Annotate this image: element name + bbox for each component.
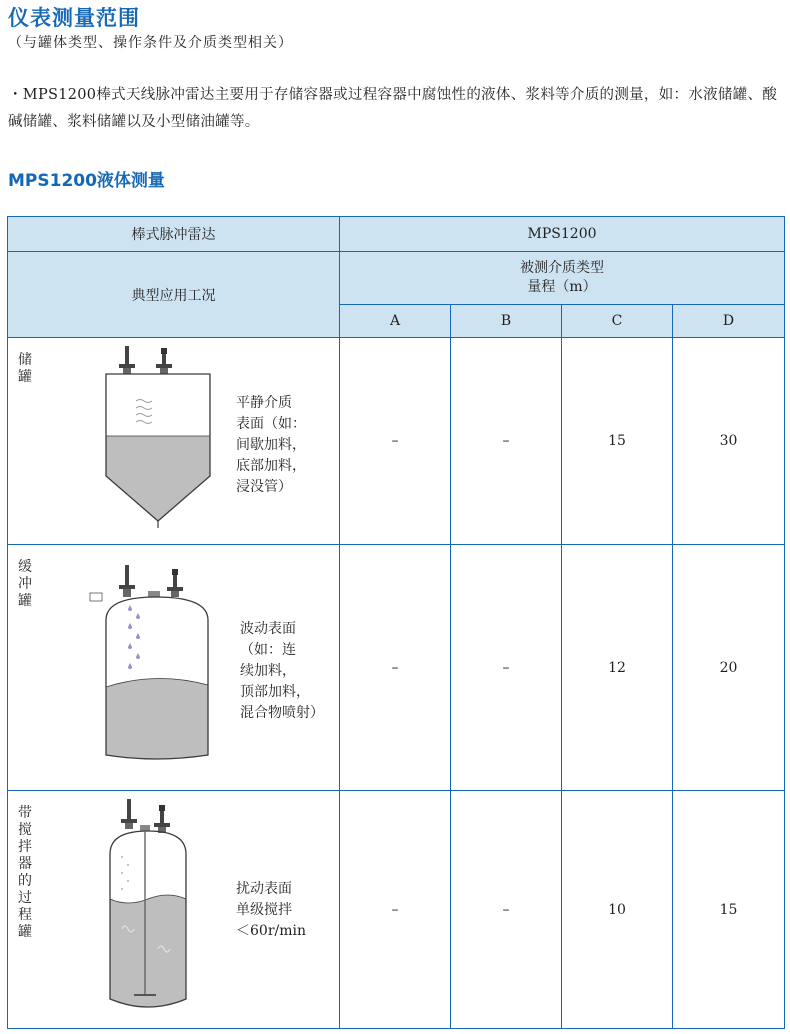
row-label: 储罐 bbox=[18, 352, 32, 385]
range-value-b: – bbox=[451, 791, 562, 1029]
range-value-c: 15 bbox=[562, 338, 673, 545]
medium-range-header bbox=[340, 252, 785, 305]
row-description: 扰动表面 单级搅拌 ＜60r/min bbox=[236, 881, 306, 939]
intro-paragraph: ・MPS1200棒式天线脉冲雷达主要用于存储容器或过程容器中腐蚀性的液体、浆料等介质的测量，如：水液储罐、酸碱储罐、浆料储罐以及小型储油罐等。 bbox=[8, 87, 778, 130]
range-value-b: – bbox=[451, 338, 562, 545]
app-cell bbox=[8, 791, 340, 1029]
table-row bbox=[8, 791, 785, 1029]
medium-type-label: 被测介质类型 bbox=[520, 260, 605, 276]
range-unit-label: 量程（m） bbox=[527, 279, 597, 295]
range-value-a: – bbox=[340, 791, 451, 1029]
col-header-radar: 棒式脉冲雷达 bbox=[8, 217, 340, 252]
section-title: MPS1200液体测量 bbox=[8, 171, 165, 191]
range-value-c: 10 bbox=[562, 791, 673, 1029]
buffer-tank-illustration bbox=[88, 565, 218, 775]
range-value-d: 20 bbox=[673, 545, 785, 791]
row-label: 带搅拌器的过程罐 bbox=[18, 805, 32, 940]
app-header: 典型应用工况 bbox=[8, 252, 340, 338]
range-value-d: 30 bbox=[673, 338, 785, 545]
row-label: 缓冲罐 bbox=[18, 559, 32, 609]
table-row bbox=[8, 545, 785, 791]
medium-col-c: C bbox=[562, 305, 673, 338]
page-title: 仪表测量范围 bbox=[8, 6, 140, 30]
app-cell bbox=[8, 545, 340, 791]
medium-col-d: D bbox=[673, 305, 785, 338]
range-value-d: 15 bbox=[673, 791, 785, 1029]
measurement-range-table bbox=[7, 216, 785, 1029]
medium-col-a: A bbox=[340, 305, 451, 338]
row-description: 波动表面 （如：连 续加料， 顶部加料， 混合物喷射） bbox=[240, 621, 324, 721]
col-header-model: MPS1200 bbox=[340, 217, 785, 252]
range-value-a: – bbox=[340, 545, 451, 791]
app-cell bbox=[8, 338, 340, 545]
table-row bbox=[8, 338, 785, 545]
page-subtitle: （与罐体类型、操作条件及介质类型相关） bbox=[8, 35, 293, 51]
row-description: 平静介质 表面（如： 间歇加料， 底部加料， 浸没管） bbox=[236, 395, 306, 495]
range-value-c: 12 bbox=[562, 545, 673, 791]
storage-tank-illustration bbox=[98, 346, 218, 536]
range-value-a: – bbox=[340, 338, 451, 545]
range-value-b: – bbox=[451, 545, 562, 791]
agitator-tank-illustration bbox=[98, 799, 198, 1021]
medium-col-b: B bbox=[451, 305, 562, 338]
